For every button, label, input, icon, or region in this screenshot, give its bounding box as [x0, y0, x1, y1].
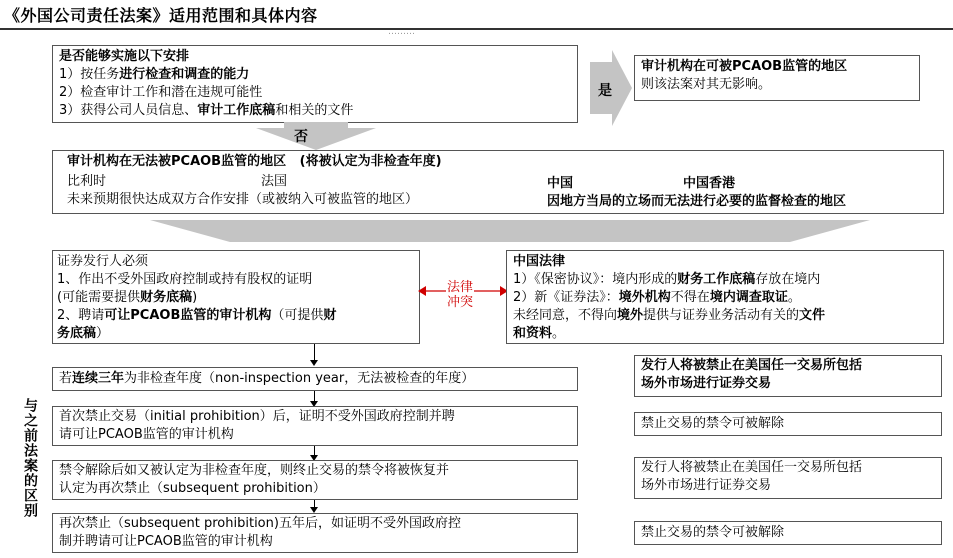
region-france: 法国: [261, 174, 288, 189]
cut-off-text: ………: [388, 27, 415, 35]
no-result-right-note: 因地方当局的立场而无法进行必要的监督检查的地区: [547, 194, 847, 209]
china-law-item-2: 2）新《证券法》：境外机构不得在境内调查取证。: [513, 290, 801, 305]
issuer-item-2: 2、聘请可让PCAOB监管的审计机构（可提供财: [57, 308, 337, 323]
conditions-box: [52, 45, 578, 123]
result-box-4: [634, 521, 942, 545]
step-2-line1: 首次禁止交易（initial prohibition）后，证明不受外国政府控制并聘: [59, 409, 455, 424]
step-2-line2: 请可让PCAOB监管的审计机构: [59, 427, 234, 442]
no-result-heading: 审计机构在无法被PCAOB监管的地区 (将被认定为非检查年度): [67, 154, 442, 169]
connector-1-arrowhead: [310, 360, 318, 366]
result-4-line1: 禁止交易的禁令可被解除: [641, 525, 785, 540]
yes-result-line1: 审计机构在可被PCAOB监管的地区: [641, 59, 848, 74]
step-box-2: [52, 406, 578, 446]
step-4-line2: 制并聘请可让PCAOB监管的审计机构: [59, 534, 273, 549]
region-belgium: 比利时: [67, 174, 107, 189]
result-box-2: [634, 412, 942, 436]
condition-item-3: 3）获得公司人员信息、审计工作底稿和相关的文件: [59, 103, 354, 118]
result-box-3: [634, 457, 942, 499]
issuer-item-1-note: (可能需要提供财务底稿): [57, 290, 198, 305]
conflict-label: 法律 冲突: [447, 280, 474, 310]
yes-label: 是: [598, 83, 612, 99]
result-3-line1: 发行人将被禁止在美国任一交易所包括: [641, 460, 863, 475]
step-box-1: [52, 367, 578, 391]
result-3-line2: 场外市场进行证券交易: [641, 478, 772, 493]
condition-item-1: 1）按任务进行检查和调查的能力: [59, 67, 250, 82]
issuer-item-2-cont: 务底稿）: [57, 326, 110, 341]
no-result-left-note: 未来预期很快达成双方合作安排（或被纳入可被监管的地区）: [67, 192, 419, 207]
step-box-3: [52, 460, 578, 500]
china-law-box: [506, 250, 944, 344]
china-law-item-3: 未经同意，不得向境外提供与证券业务活动有关的文件: [513, 308, 826, 323]
no-label: 否: [294, 129, 308, 145]
title-divider: [0, 28, 953, 30]
result-1-line2: 场外市场进行证券交易: [641, 376, 772, 391]
step-1-text: 若连续三年为非检查年度（non-inspection year，无法被检查的年度）: [59, 371, 475, 386]
result-box-1: [634, 355, 942, 397]
china-law-item-1: 1）《保密协议》：境内形成的财务工作底稿存放在境内: [513, 272, 821, 287]
china-law-item-4: 和资料。: [513, 326, 566, 341]
no-result-box: [52, 150, 944, 214]
region-china: 中国: [547, 176, 574, 191]
wide-down-arrow: [150, 220, 870, 248]
region-hong-kong: 中国香港: [683, 176, 736, 191]
page-title: 《外国公司责任法案》适用范围和具体内容: [4, 6, 318, 25]
step-3-line2: 认定为再次禁止（subsequent prohibition）: [59, 481, 326, 496]
yes-result-box: [634, 55, 920, 101]
issuer-box: [52, 250, 420, 344]
result-1-line1: 发行人将被禁止在美国任一交易所包括: [641, 358, 863, 373]
step-4-line1: 再次禁止（subsequent prohibition)五年后，如证明不受外国政府控: [59, 516, 461, 531]
issuer-item-1: 1、作出不受外国政府控制或持有股权的证明: [57, 272, 313, 287]
condition-item-2: 2）检查审计工作和潜在违规可能性: [59, 85, 263, 100]
conditions-heading: 是否能够实施以下安排: [59, 49, 190, 64]
no-arrow: [256, 122, 376, 152]
step-box-4: [52, 513, 578, 553]
china-law-heading: 中国法律: [513, 254, 566, 269]
step-3-line1: 禁令解除后如又被认定为非检查年度，则终止交易的禁令将被恢复并: [59, 463, 450, 478]
side-label: 与之前法案的区别: [22, 398, 38, 518]
result-2-line1: 禁止交易的禁令可被解除: [641, 416, 785, 431]
issuer-heading: 证券发行人必须: [57, 254, 149, 269]
yes-result-line2: 则该法案对其无影响。: [641, 77, 772, 92]
